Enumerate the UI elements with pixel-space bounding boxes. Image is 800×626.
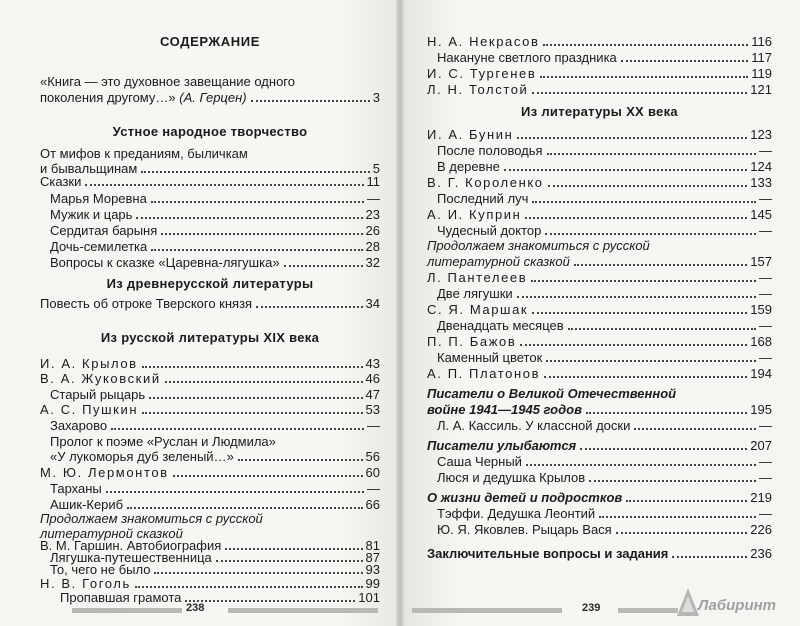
toc-entry-twelve-months — [427, 318, 772, 334]
entry-title: Последний луч — [437, 191, 529, 206]
page-num: — — [759, 223, 772, 238]
dot-leader — [111, 428, 364, 430]
page-num: 236 — [750, 546, 772, 561]
page-num: — — [759, 286, 772, 301]
page-num: 99 — [365, 576, 380, 591]
entry-title: Пролог к поэме «Руслан и Людмила» — [50, 434, 276, 449]
dot-leader — [185, 600, 355, 602]
entry-title: и бывальщинам — [40, 161, 138, 176]
entry-title: То, чего не было — [50, 562, 151, 577]
page-num: 26 — [365, 223, 380, 238]
entry-title: Писатели о Великой Отечественной — [427, 386, 677, 401]
dot-leader — [543, 44, 748, 46]
dot-leader — [545, 233, 756, 235]
toc-entry-pushkin — [40, 402, 380, 418]
page-num: — — [759, 191, 772, 206]
toc-entry-tolstoy — [427, 82, 772, 98]
page-num: 3 — [372, 90, 380, 105]
entry-title: О жизни детей и подростков — [427, 490, 623, 505]
book-gutter — [396, 0, 404, 626]
page-num: — — [367, 481, 380, 496]
page-num: — — [759, 350, 772, 365]
entry-title: В деревне — [437, 159, 500, 174]
entry-title: Сказки — [40, 174, 82, 189]
footer-rule-right-2 — [618, 608, 678, 613]
dot-leader — [106, 491, 364, 493]
toc-entry-lermontov — [40, 465, 380, 481]
toc-entry-continue-tale-line1 — [427, 238, 772, 254]
page-title: СОДЕРЖАНИЕ — [160, 34, 260, 49]
toc-entry-tarkhany — [40, 481, 380, 497]
dot-leader — [626, 500, 747, 502]
toc-entry-eve-holiday — [427, 50, 772, 66]
toc-entry-sasha-cherny — [427, 454, 772, 470]
entry-title: Марья Моревна — [50, 191, 147, 206]
page-num: — — [759, 318, 772, 333]
entry-title: Лягушка-путешественница — [50, 550, 212, 565]
footer-rule-left-2 — [228, 608, 378, 613]
epigraph-quote-end: поколения другому…» — [40, 90, 180, 105]
dot-leader — [621, 60, 749, 62]
entry-title: Люся и дедушка Крылов — [437, 470, 586, 485]
page-num: 116 — [751, 34, 772, 49]
entry-title: Две лягушки — [437, 286, 513, 301]
toc-entry-tales — [40, 174, 380, 190]
entry-title: После половодья — [437, 143, 543, 158]
page-num: 159 — [750, 302, 772, 317]
dot-leader — [127, 507, 362, 509]
toc-entry-platonov — [427, 366, 772, 382]
dot-leader — [634, 428, 756, 430]
dot-leader — [517, 137, 747, 139]
page-num: 56 — [365, 449, 380, 464]
entry-title: А. С. Пушкин — [40, 402, 139, 417]
dot-leader — [531, 280, 756, 282]
entry-title: Мужик и царь — [50, 207, 133, 222]
entry-title: Продолжаем знакомиться с русской — [40, 511, 263, 526]
entry-title: Саша Черный — [437, 454, 522, 469]
epigraph-author: (А. Герцен) — [179, 90, 247, 105]
page-num: — — [759, 454, 772, 469]
entry-title: войне 1941—1945 годов — [427, 402, 582, 417]
toc-entry-nekrasov — [427, 34, 772, 50]
dot-leader — [151, 249, 362, 251]
page-num: 145 — [750, 207, 772, 222]
page-num: 81 — [365, 538, 380, 553]
entry-title: Чудесный доктор — [437, 223, 542, 238]
epigraph-text-1: «Книга — это духовное завещание одного — [40, 74, 295, 89]
page-number-left: 238 — [186, 602, 205, 614]
page-num: 117 — [751, 50, 772, 65]
toc-entry-bunin — [427, 127, 772, 143]
toc-entry-tale — [40, 255, 380, 271]
section-heading-19th-century: Из русской литературы XIX века — [100, 330, 320, 345]
entry-title: П. П. Бажов — [427, 334, 517, 349]
dot-leader — [568, 328, 756, 330]
dot-leader — [161, 233, 362, 235]
toc-entry-children-life — [427, 490, 772, 506]
page-num: 34 — [365, 296, 380, 311]
toc-entry-tale — [40, 191, 380, 207]
entry-title: Продолжаем знакомиться с русской — [427, 238, 650, 253]
dot-leader — [599, 516, 756, 518]
entry-title: Повесть об отроке Тверского князя — [40, 296, 253, 311]
dot-leader — [546, 360, 756, 362]
dot-leader — [574, 264, 747, 266]
entry-title: Пропавшая грамота — [60, 590, 182, 605]
entry-title: Л. А. Кассиль. У классной доски — [437, 418, 631, 433]
dot-leader — [589, 480, 756, 482]
entry-title: литературной сказкой — [40, 526, 183, 541]
toc-entry-kassil — [427, 418, 772, 434]
entry-title: Вопросы к сказке «Царевна-лягушка» — [50, 255, 280, 270]
toc-entry-stone-flower — [427, 350, 772, 366]
watermark — [676, 585, 796, 625]
entry-title: С. Я. Маршак — [427, 302, 529, 317]
page-num: 32 — [365, 255, 380, 270]
toc-entry-tver — [40, 296, 380, 312]
dot-leader — [251, 100, 370, 102]
entry-title: литературной сказкой — [427, 254, 570, 269]
entry-title: Заключительные вопросы и задания — [427, 546, 669, 561]
dot-leader — [151, 201, 364, 203]
toc-entry-marshak — [427, 302, 772, 318]
labyrinth-logo-icon — [676, 587, 700, 617]
watermark-text: Лабиринт — [698, 597, 777, 614]
dot-leader — [256, 306, 362, 308]
page-num: 93 — [365, 562, 380, 577]
toc-entry-myths-line1 — [40, 146, 380, 162]
entry-title: М. Ю. Лермонтов — [40, 465, 169, 480]
toc-entry-continue-tale-line1 — [40, 511, 380, 527]
dot-leader — [142, 412, 362, 414]
page-num: 60 — [365, 465, 380, 480]
section-heading-old-russian: Из древнерусской литературы — [106, 276, 314, 291]
page-num: 195 — [750, 402, 772, 417]
page-num: — — [759, 506, 772, 521]
entry-title: Захарово — [50, 418, 108, 433]
entry-title: Тэффи. Дедушка Леонтий — [437, 506, 596, 521]
dot-leader — [672, 556, 747, 558]
page-num: — — [759, 418, 772, 433]
dot-leader — [548, 185, 748, 187]
page-num: 53 — [365, 402, 380, 417]
dot-leader — [504, 169, 747, 171]
page-num: 121 — [750, 82, 772, 97]
page-num: 101 — [358, 590, 380, 605]
page-num: 87 — [365, 550, 380, 565]
toc-entry-village — [427, 159, 772, 175]
entry-title: Ашик-Кериб — [50, 497, 124, 512]
page-num: 168 — [750, 334, 772, 349]
dot-leader — [517, 296, 756, 298]
page-num: 207 — [750, 438, 772, 453]
dot-leader — [526, 464, 756, 466]
page-num: 124 — [750, 159, 772, 174]
toc-entry-prologue — [40, 449, 380, 465]
entry-title: А. И. Куприн — [427, 207, 522, 222]
toc-entry-zhukovsky — [40, 371, 380, 387]
entry-title: Старый рыцарь — [50, 387, 146, 402]
toc-entry-tale — [40, 207, 380, 223]
page-num: 43 — [365, 356, 380, 371]
entry-title: Тарханы — [50, 481, 102, 496]
page-num: 157 — [750, 254, 772, 269]
toc-entry-wonder-doctor — [427, 223, 772, 239]
dot-leader — [154, 572, 362, 574]
entry-title: И. А. Крылов — [40, 356, 138, 371]
entry-title: Каменный цветок — [437, 350, 543, 365]
page-num: — — [759, 270, 772, 285]
toc-entry-lusya — [427, 470, 772, 486]
dot-leader — [136, 217, 362, 219]
entry-title: Сердитая барыня — [50, 223, 158, 238]
dot-leader — [547, 153, 756, 155]
toc-entry-war-writers — [427, 402, 772, 418]
toc-entry-zakharovo — [40, 418, 380, 434]
page-num: 219 — [750, 490, 772, 505]
page-num: 46 — [365, 371, 380, 386]
toc-entry-kuprin — [427, 207, 772, 223]
dot-leader — [85, 184, 363, 186]
page-num: 23 — [365, 207, 380, 222]
toc-entry-lost-letter — [40, 590, 380, 606]
toc-entry-after-flood — [427, 143, 772, 159]
entry-title: Н. В. Гоголь — [40, 576, 131, 591]
entry-title: В. А. Жуковский — [40, 371, 161, 386]
toc-entry-turgenev — [427, 66, 772, 82]
epigraph-text-2 — [40, 90, 247, 106]
toc-entry-war-writers-line1 — [427, 386, 772, 402]
entry-title: В. М. Гаршин. Автобиография — [40, 538, 222, 553]
toc-entry-krylov — [40, 356, 380, 372]
dot-leader — [142, 366, 363, 368]
page-num: — — [367, 418, 380, 433]
toc-entry-bazhov — [427, 334, 772, 350]
page-num: — — [759, 470, 772, 485]
toc-entry-prologue-line1 — [40, 434, 380, 450]
page-number-right: 239 — [582, 602, 601, 614]
entry-title: Л. Пантелеев — [427, 270, 528, 285]
toc-entry-tale — [40, 239, 380, 255]
dot-leader — [173, 475, 363, 477]
entry-title: «У лукоморья дуб зеленый…» — [50, 449, 234, 464]
dot-leader — [520, 344, 747, 346]
page-num: 11 — [366, 174, 380, 189]
page-num: — — [367, 191, 380, 206]
entry-title: Ю. Я. Яковлев. Рыцарь Вася — [437, 522, 612, 537]
toc-entry-last-ray — [427, 191, 772, 207]
entry-title: Накануне светлого праздника — [437, 50, 617, 65]
footer-rule-right — [412, 608, 562, 613]
entry-title: А. П. Платонов — [427, 366, 541, 381]
page-num: 28 — [365, 239, 380, 254]
page-num: 226 — [750, 522, 772, 537]
dot-leader — [532, 312, 747, 314]
dot-leader — [141, 171, 369, 173]
page-num: 194 — [750, 366, 772, 381]
section-heading-20th-century: Из литературы XX века — [521, 104, 678, 119]
toc-entry-final-questions — [427, 546, 772, 562]
entry-title: Л. Н. Толстой — [427, 82, 529, 97]
epigraph-line-1 — [40, 74, 380, 90]
entry-title: Дочь-семилетка — [50, 239, 148, 254]
page-num: 47 — [365, 387, 380, 402]
entry-title: Н. А. Некрасов — [427, 34, 540, 49]
dot-leader — [616, 532, 748, 534]
dot-leader — [544, 376, 747, 378]
toc-entry-writers-smile — [427, 438, 772, 454]
dot-leader — [135, 586, 363, 588]
dot-leader — [238, 459, 363, 461]
toc-entry-yakovlev — [427, 522, 772, 538]
entry-title: И. А. Бунин — [427, 127, 514, 142]
dot-leader — [284, 265, 363, 267]
page-num: 119 — [751, 66, 772, 81]
dot-leader — [580, 448, 747, 450]
page-num: — — [759, 143, 772, 158]
toc-entry-continue-tale — [427, 254, 772, 270]
dot-leader — [532, 92, 747, 94]
toc-entry-two-frogs — [427, 286, 772, 302]
dot-leader — [149, 397, 362, 399]
toc-entry-old-knight — [40, 387, 380, 403]
dot-leader — [540, 76, 748, 78]
toc-entry-epigraph — [40, 90, 380, 106]
dot-leader — [165, 381, 363, 383]
page-num: 5 — [372, 161, 380, 176]
page-num: 123 — [750, 127, 772, 142]
section-heading-oral: Устное народное творчество — [112, 124, 308, 139]
entry-title: Писатели улыбаются — [427, 438, 577, 453]
entry-title: От мифов к преданиям, быличкам — [40, 146, 248, 161]
entry-title: В. Г. Короленко — [427, 175, 544, 190]
entry-title: И. С. Тургенев — [427, 66, 537, 81]
entry-title: Двенадцать месяцев — [437, 318, 564, 333]
page-num: 133 — [750, 175, 772, 190]
dot-leader — [532, 201, 756, 203]
footer-rule-left — [72, 608, 182, 613]
page-num: 66 — [365, 497, 380, 512]
dot-leader — [525, 217, 747, 219]
toc-entry-tale — [40, 223, 380, 239]
toc-entry-panteleev — [427, 270, 772, 286]
toc-entry-korolenko — [427, 175, 772, 191]
toc-entry-teffi — [427, 506, 772, 522]
dot-leader — [586, 412, 747, 414]
